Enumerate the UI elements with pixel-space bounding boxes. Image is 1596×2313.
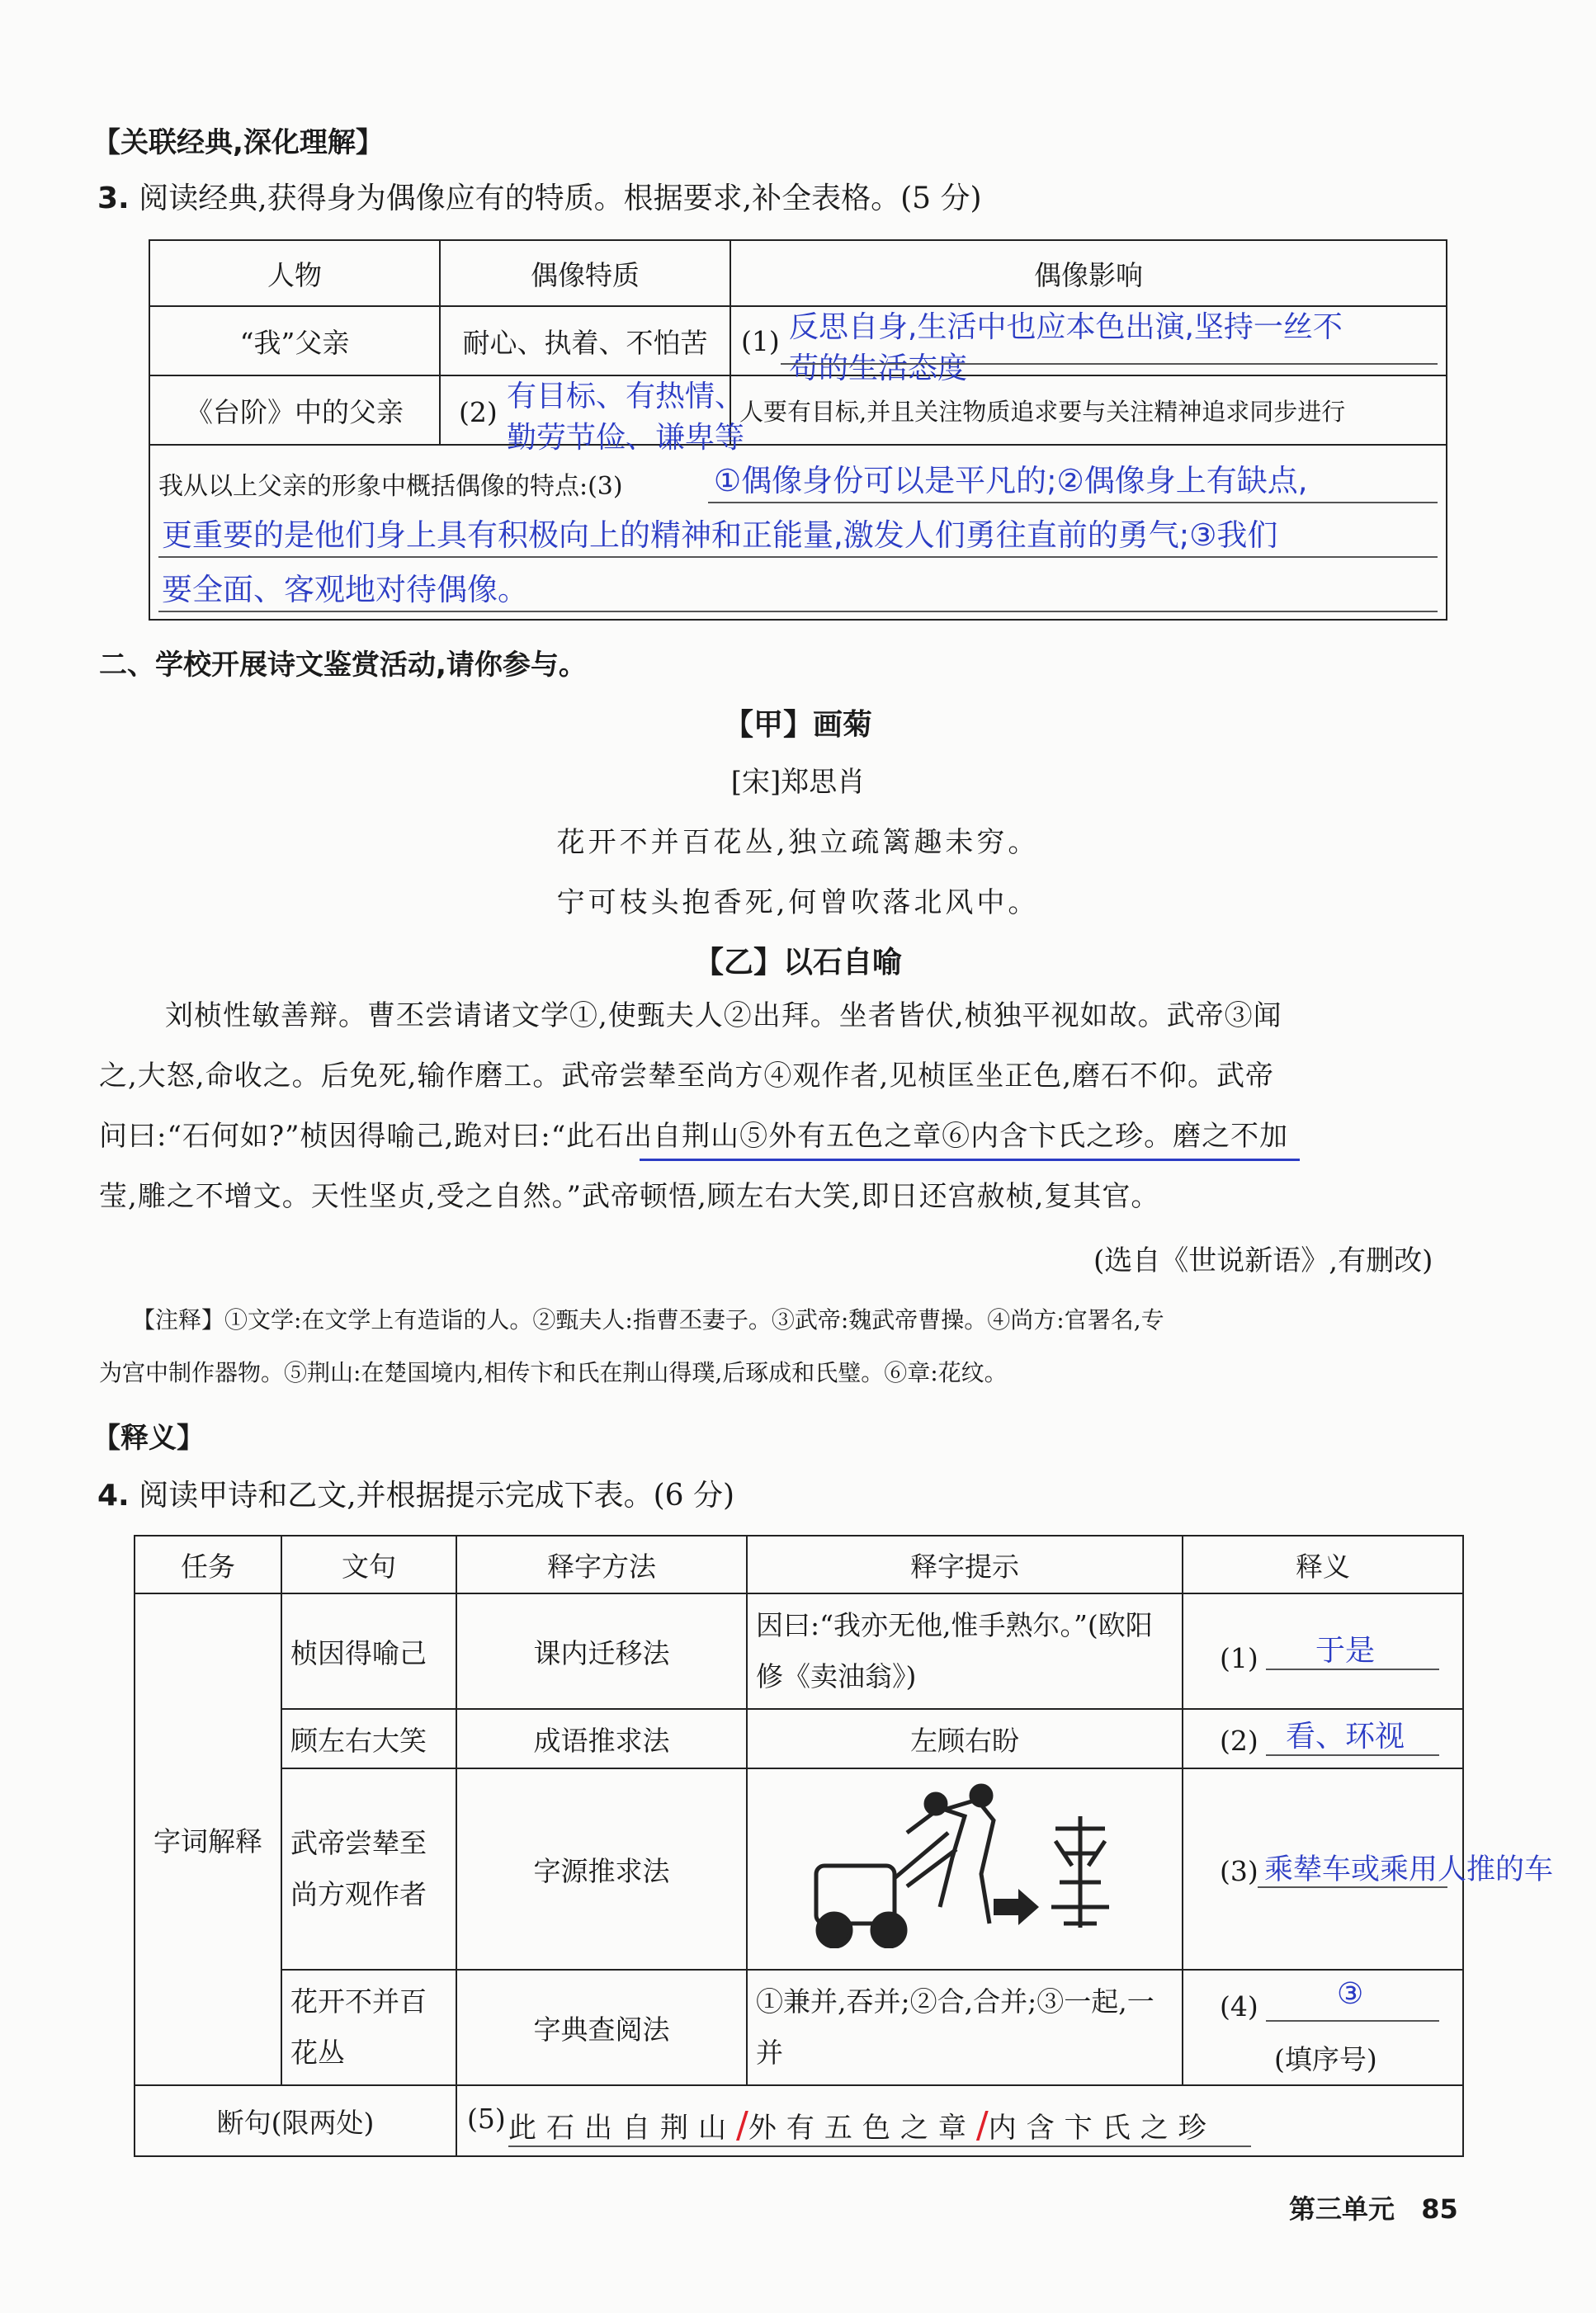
handwritten-answer-q4-3: 乘辇车或乘用人推的车 bbox=[1264, 1853, 1554, 1886]
summary-answer-line3: 要全面、客观地对待偶像。 bbox=[162, 572, 528, 607]
section-heading-meaning: 【释义】 bbox=[92, 1422, 205, 1455]
page-footer bbox=[1289, 2188, 1458, 2226]
header-meaning: 释义 bbox=[1183, 1536, 1463, 1593]
punct-answer bbox=[456, 2085, 1463, 2156]
cell-person-1: “我”父亲 bbox=[149, 306, 440, 375]
prose-title: 【乙】以石自喻 bbox=[693, 946, 902, 979]
poem-line-1: 花开不并百花丛,独立疏篱趣未穷。 bbox=[556, 826, 1040, 859]
red-slash-1: / bbox=[736, 2104, 748, 2146]
prose-line-1: 刘桢性敏善辩。曹丕尝请诸文学①,使甄夫人②出拜。坐者皆伏,桢独平视如故。武帝③闻 bbox=[165, 999, 1282, 1032]
punct-sentence bbox=[508, 2104, 1216, 2146]
note-line-1: 【注释】①文学:在文学上有造诣的人。②甄夫人:指曹丕妻子。③武帝:魏武帝曹操。④尚方:官署名,专 bbox=[132, 1306, 1164, 1334]
question-3-prompt bbox=[97, 175, 982, 217]
underline-mark bbox=[640, 1159, 1300, 1161]
prose-line-2: 之,大怒,命收之。后免死,输作磨工。武帝尝辇至尚方④观作者,见桢匡坐正色,磨石不仰。武帝 bbox=[99, 1060, 1275, 1093]
question-text: 阅读甲诗和乙文,并根据提示完成下表。(6 分) bbox=[139, 1479, 735, 1513]
handwritten-answer-1: 反思自身,生活中也应本色出演,坚持一丝不苟的生活态度 bbox=[789, 310, 1343, 385]
meaning-1 bbox=[1183, 1593, 1463, 1709]
punct-segment-2: 外有五色之章 bbox=[748, 2112, 976, 2145]
punct-segment-1: 此石出自荆山 bbox=[508, 2112, 736, 2145]
meaning-2 bbox=[1183, 1709, 1463, 1768]
poem-title: 【甲】画菊 bbox=[723, 708, 872, 742]
page-number: 85 bbox=[1421, 2193, 1458, 2225]
section-heading-classic: 【关联经典,深化理解】 bbox=[92, 126, 384, 159]
fill-number-note: (填序号) bbox=[1274, 2043, 1377, 2075]
prose-line-3: 问曰:“石何如?”桢因得喻己,跪对曰:“此石出自荆山⑤外有五色之章⑥内含卞氏之珍。磨之不加 bbox=[99, 1120, 1289, 1153]
prose-source: (选自《世说新语》,有删改) bbox=[1093, 1244, 1433, 1277]
cell-influence-2: 人要有目标,并且关注物质追求要与关注精神追求同步进行 bbox=[730, 375, 1447, 445]
blank-mark: (4) bbox=[1220, 1990, 1258, 2023]
poem-author: [宋]郑思肖 bbox=[730, 766, 866, 799]
method-2: 成语推求法 bbox=[456, 1709, 747, 1768]
note-line-2: 为宫中制作器物。⑤荆山:在楚国境内,相传卞和氏在荆山得璞,后琢成和氏璧。⑥章:花纹。 bbox=[99, 1359, 1008, 1386]
handwritten-answer-q4-2: 看、环视 bbox=[1286, 1720, 1405, 1754]
idol-table bbox=[149, 239, 1447, 621]
header-person: 人物 bbox=[149, 240, 440, 306]
meaning-table bbox=[134, 1535, 1554, 2157]
question-number: 3. bbox=[97, 182, 130, 215]
header-task: 任务 bbox=[135, 1536, 281, 1593]
hint-2: 左顾右盼 bbox=[747, 1709, 1183, 1768]
header-hint: 释字提示 bbox=[747, 1536, 1183, 1593]
summary-answer-line1: ①偶像身份可以是平凡的;②偶像身上有缺点, bbox=[714, 463, 1308, 498]
method-3: 字源推求法 bbox=[456, 1768, 747, 1970]
task-cell: 字词解释 bbox=[135, 1593, 281, 2085]
meaning-3 bbox=[1183, 1768, 1554, 1970]
handwritten-answer-q4-1: 于是 bbox=[1315, 1634, 1376, 1668]
poem-line-2: 宁可枝头抱香死,何曾吹落北风中。 bbox=[556, 886, 1040, 919]
blank-mark: (1) bbox=[741, 325, 780, 357]
cell-person-2: 《台阶》中的父亲 bbox=[149, 375, 440, 445]
arrow-icon bbox=[994, 1889, 1039, 1925]
sentence-3: 武帝尝辇至尚方观作者 bbox=[281, 1768, 456, 1970]
section-heading-poetry: 二、学校开展诗文鉴赏活动,请你参与。 bbox=[99, 649, 587, 682]
blank-mark: (5) bbox=[467, 2103, 506, 2135]
method-4: 字典查阅法 bbox=[456, 1970, 747, 2085]
blank-mark: (2) bbox=[459, 396, 498, 428]
summary-prompt: 我从以上父亲的形象中概括偶像的特点:(3) bbox=[158, 472, 623, 501]
blank-mark: (1) bbox=[1220, 1642, 1258, 1674]
handwritten-answer-2: 有目标、有热情、勤劳节俭、谦卑等 bbox=[507, 380, 745, 455]
summary-cell bbox=[149, 445, 1447, 620]
unit-label: 第三单元 bbox=[1289, 2193, 1395, 2225]
question-text: 阅读经典,获得身为偶像应有的特质。根据要求,补全表格。(5 分) bbox=[139, 182, 982, 215]
header-influence: 偶像影响 bbox=[730, 240, 1447, 306]
punct-segment-3: 内含卞氏之珍 bbox=[988, 2112, 1216, 2145]
hint-1: 因曰:“我亦无他,惟手熟尔。”(欧阳修《卖油翁》) bbox=[747, 1593, 1183, 1709]
red-slash-2: / bbox=[975, 2104, 989, 2146]
blank-mark: (3) bbox=[1220, 1855, 1258, 1887]
sentence-4: 花开不并百花丛 bbox=[281, 1970, 456, 2085]
header-sentence: 文句 bbox=[281, 1536, 456, 1593]
header-method: 释字方法 bbox=[456, 1536, 747, 1593]
cell-influence-1 bbox=[730, 306, 1447, 385]
handwritten-answer-q4-4: ③ bbox=[1337, 1977, 1364, 2011]
hint-3-image bbox=[747, 1768, 1183, 1970]
sentence-2: 顾左右大笑 bbox=[281, 1709, 456, 1768]
punct-label: 断句(限两处) bbox=[135, 2085, 456, 2156]
sentence-1: 桢因得喻己 bbox=[281, 1593, 456, 1709]
question-4-prompt bbox=[97, 1472, 734, 1514]
header-trait: 偶像特质 bbox=[440, 240, 730, 306]
blank-mark: (2) bbox=[1220, 1725, 1258, 1757]
hint-4: ①兼并,吞并;②合,合并;③一起,一并 bbox=[747, 1970, 1183, 2085]
ancient-cart-illustration bbox=[783, 1783, 1146, 1948]
summary-answer-line2: 更重要的是他们身上具有积极向上的精神和正能量,激发人们勇往直前的勇气;③我们 bbox=[162, 517, 1278, 553]
cell-trait-2 bbox=[440, 375, 745, 455]
prose-line-4: 莹,雕之不增文。天性坚贞,受之自然。”武帝顿悟,顾左右大笑,即日还宫赦桢,复其官。 bbox=[99, 1180, 1160, 1213]
cell-trait-1: 耐心、执着、不怕苦 bbox=[440, 306, 730, 375]
method-1: 课内迁移法 bbox=[456, 1593, 747, 1709]
question-number: 4. bbox=[97, 1479, 130, 1513]
meaning-4 bbox=[1183, 1970, 1463, 2085]
